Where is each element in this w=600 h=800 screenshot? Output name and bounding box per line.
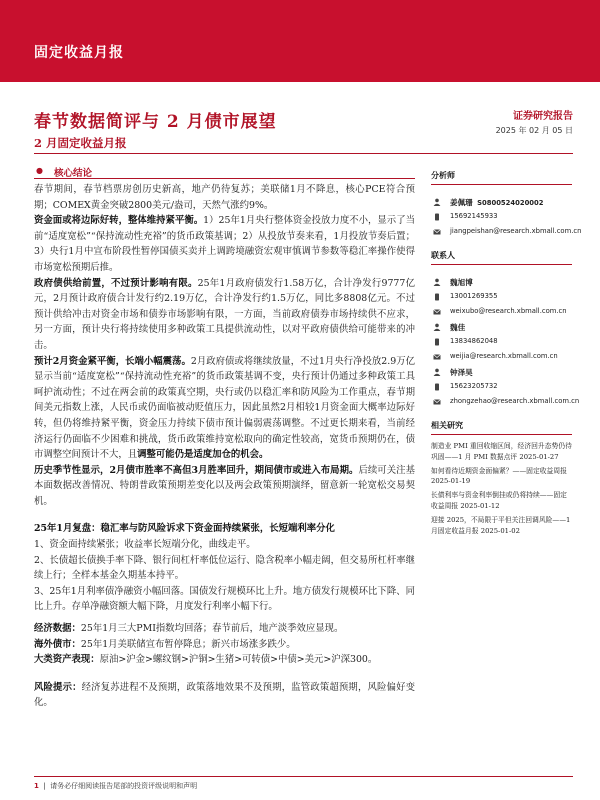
- contact-name: 魏佳: [450, 323, 466, 332]
- report-type-label: 证券研究报告: [513, 111, 573, 122]
- analyst-phone: 15692145933: [450, 212, 498, 220]
- contact-name: 钟泽昊: [450, 368, 473, 377]
- related-research-list: [431, 441, 572, 536]
- paragraph-outlook: 预计2月资金紧平衡，长端小幅震荡。2月政府债或将继续放量，不过1月央行净投放2.9万亿显示当前“适度宽松”“保持流动性充裕”的货币政策基调不变，央行预计仍通过多种政策工具呵护流动性；不过在两会前的政策真空期，央行或仍以稳汇率和防风险为工作重点，春节期间美元指数上涨，人民币或仍面临被动贬值压力，因此虽然2月相较1月资金面大概率边际好转，但仍将维持紧平衡，资金压力持续下债市预计偏弱震荡调整。不过更长期来看，当前经济运行仍面临不少困难和挑战，货币政策维持宽松取向的确定性较高，宽货币预期仍在，债市调整空间预计不大，且调整可能仍是适度加仓的机会。: [34, 355, 415, 461]
- phone-icon: [433, 383, 441, 391]
- footer-divider: [34, 776, 573, 777]
- contact-email-row: [431, 350, 572, 365]
- paragraph-economic-data: 经济数据：25年1月三大PMI指数均回落；春节前后，地产淡季效应显现。: [34, 623, 344, 635]
- contact-phone-row: [431, 335, 572, 350]
- contact-phone: 15623205732: [450, 382, 498, 390]
- person-icon: [433, 323, 441, 331]
- review-item: 3、25年1月利率债净融资小幅回落。国债发行规模环比上升。地方债发行规模环比下降、同比上升。存单净融资额大幅下降，月度发行利率小幅下行。: [34, 585, 415, 613]
- header-banner: [0, 0, 600, 82]
- paragraph-assets: 大类资产表现：原油>沪金>螺纹钢>沪铜>生猪>可转债>中债>美元>沪深300。: [34, 654, 378, 666]
- person-icon: [433, 368, 441, 376]
- footer: 1 | 请务必仔细阅读报告尾部的投资评级说明和声明: [34, 782, 198, 790]
- contact-phone: 13834862048: [450, 337, 498, 345]
- contact-email[interactable]: weixubo@research.xbmall.com.cn: [450, 307, 567, 315]
- mail-icon: [433, 353, 441, 361]
- related-item[interactable]: 如何看待近期资金面偏紧？——固定收益周报 2025-01-19: [431, 466, 567, 486]
- analyst-row: [431, 195, 572, 210]
- report-title: 春节数据简评与 2 月债市展望: [34, 112, 277, 132]
- sidebar: [431, 170, 582, 539]
- report-subtitle: 2 月固定收益月报: [34, 136, 127, 150]
- paragraph-risk: 风险提示：经济复苏进程不及预期，政策落地效果不及预期，监管政策超预期，风险偏好变化。: [34, 681, 415, 709]
- contact-name-row: [431, 365, 572, 380]
- paragraph-supply: 政府债供给前置，不过预计影响有限。25年1月政府债发行1.58万亿，合计净发行9777亿元，2月预计政府债合计发行约2.19万亿，合计净发行约1.5万亿，同比多8808亿元。不过预计供给冲击对资金市场和债券市场影响有限，一方面，当前政府债券市场持续供不应求，另一方面，预计央行将持续使用多种政策工具提供流动性，以对平政府债供给可能带来的冲击。: [34, 277, 415, 351]
- analyst-name: 姜佩珊: [450, 198, 473, 207]
- paragraph-lead: 资金面或将边际好转，整体维持紧平衡。: [34, 215, 204, 227]
- contact-phone-row: [431, 290, 572, 305]
- page-number: 1: [34, 782, 39, 790]
- related-research-heading: 相关研究: [431, 420, 572, 435]
- main-body: [34, 182, 415, 711]
- review-item: 2、长债超长债换手率下降、银行间杠杆率低位运行、隐含税率小幅走阔，但交易所杠杆率继续上行；全样本基金久期基本持平。: [34, 554, 415, 582]
- phone-icon: [433, 338, 441, 346]
- review-item: 1、资金面持续紧张；收益率长短端分化，曲线走平。: [34, 539, 256, 551]
- analyst-email-row: [431, 225, 582, 240]
- section-title: 核心结论: [54, 168, 93, 179]
- contact-name: 魏旭博: [450, 278, 473, 287]
- contact-email-row: [431, 305, 572, 320]
- contact-phone: 13001269355: [450, 292, 498, 300]
- paragraph-overview: 春节期间，春节档票房创历史新高，地产仍待复苏；美联储1月不降息，核心PCE符合预期；COMEX黄金突破2800美元/盎司，天然气涨约9%。: [34, 184, 415, 211]
- disclaimer-text: 请务必仔细阅读报告尾部的投资评级说明和声明: [50, 782, 198, 790]
- mail-icon: [433, 228, 441, 236]
- contact-name-row: [431, 275, 572, 290]
- related-item[interactable]: 迎接 2025，不局限于平但关注回调风险——1 月固定收益月报 2025-01-02: [431, 515, 571, 535]
- phone-icon: [433, 213, 441, 221]
- paragraph-overseas: 海外债市：25年1月美联储宣布暂停降息；新兴市场涨多跌少。: [34, 638, 296, 650]
- contact-email-row: [431, 395, 580, 410]
- review-heading: 25年1月复盘：稳汇率与防风险诉求下资金面持续紧张，长短端利率分化: [34, 523, 335, 535]
- contact-name-row: [431, 320, 572, 335]
- analyst-email[interactable]: jiangpeishan@research.xbmall.com.cn: [450, 227, 582, 235]
- contacts-heading: 联系人: [431, 250, 572, 265]
- analyst-phone-row: [431, 210, 572, 225]
- person-icon: [433, 278, 441, 286]
- bullet-icon: ●: [36, 166, 43, 175]
- contact-email[interactable]: zhongzehao@research.xbmall.com.cn: [450, 397, 580, 405]
- analyst-heading: 分析师: [431, 170, 572, 185]
- paragraph-lead: 预计2月资金紧平衡，长端小幅震荡。: [34, 355, 191, 367]
- contact-phone-row: [431, 380, 572, 395]
- paragraph-seasonality: 历史季节性显示，2月债市胜率不高但3月胜率回升，期间债市或进入布局期。后续可关注基本面数据改善情况、特朗普政策预期差变化以及两会政策预期演绎，留意新一轮宽松交易契机。: [34, 464, 415, 507]
- banner-title: 固定收益月报: [34, 45, 124, 61]
- related-item[interactable]: 制造业 PMI 重回收缩区间，经济回升态势仍待巩固——1 月 PMI 数据点评 2025-01-27: [431, 442, 572, 461]
- title-divider: [34, 153, 573, 154]
- report-date: 2025 年 02 月 05 日: [495, 126, 573, 135]
- paragraph-lead: 历史季节性显示，2月债市胜率不高但3月胜率回升，期间债市或进入布局期。: [34, 464, 359, 476]
- phone-icon: [433, 293, 441, 301]
- paragraph-lead: 政府债供给前置，不过预计影响有限。: [34, 277, 198, 289]
- mail-icon: [433, 398, 441, 406]
- mail-icon: [433, 308, 441, 316]
- person-icon: [433, 198, 441, 206]
- paragraph-liquidity: 资金面或将边际好转，整体维持紧平衡。1）25年1月央行整体资金投放力度不小，显示了当前“适度宽松”“保持流动性充裕”的货币政策基调；2）从投放节奏来看，1月投放节奏后置；3）央行1月中宣布阶段性暂停国债买卖并上调跨境融资宏观审慎调节参数等稳汇率操作使得市场宽松预期后推。: [34, 215, 415, 273]
- contact-email[interactable]: weijia@research.xbmall.com.cn: [450, 352, 558, 360]
- related-item[interactable]: 长债利率与资金利率倒挂或仍将持续——固定收益周报 2025-01-12: [431, 491, 567, 510]
- analyst-certificate: S0800524020002: [477, 199, 544, 207]
- section-header-core-conclusions: [34, 165, 415, 179]
